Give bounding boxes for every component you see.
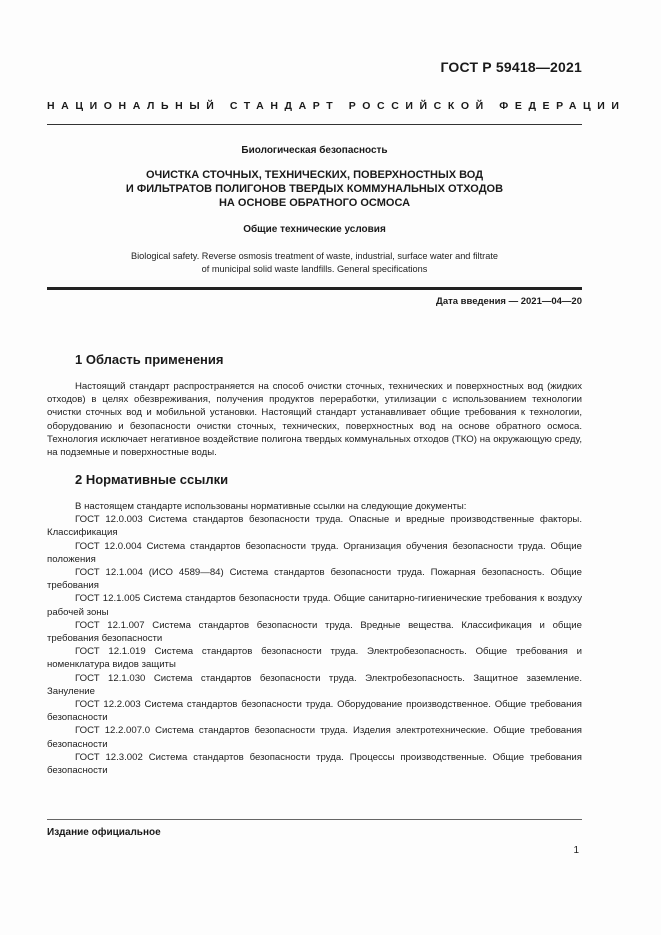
reference-item: ГОСТ 12.2.007.0 Система стандартов безопасности труда. Изделия электротехнические. Общие требования безопасности xyxy=(47,725,582,750)
page-number: 1 xyxy=(573,845,579,856)
references-list xyxy=(47,500,582,777)
reference-item: ГОСТ 12.0.003 Система стандартов безопасности труда. Опасные и вредные производственные факторы. Классификация xyxy=(47,514,582,539)
title-line: ОЧИСТКА СТОЧНЫХ, ТЕХНИЧЕСКИХ, ПОВЕРХНОСТНЫХ ВОД xyxy=(145,169,484,181)
document-title xyxy=(47,168,582,210)
reference-item: ГОСТ 12.1.007 Система стандартов безопасности труда. Вредные вещества. Классификация и общие требования безопасности xyxy=(47,619,582,645)
section-1-title: 1 Область применения xyxy=(75,352,224,367)
reference-item: ГОСТ 12.1.019 Система стандартов безопасности труда. Электробезопасность. Общие требования и номенклатура видов защиты xyxy=(47,646,582,671)
national-standard-heading: НАЦИОНАЛЬНЫЙ СТАНДАРТ РОССИЙСКОЙ ФЕДЕРАЦИИ xyxy=(47,100,626,112)
header-divider xyxy=(47,124,582,125)
official-edition-label: Издание официальное xyxy=(47,827,161,838)
footer-divider xyxy=(47,819,582,820)
reference-item: ГОСТ 12.2.003 Система стандартов безопасности труда. Оборудование производственное. Общие требования безопасности xyxy=(47,699,582,724)
reference-item: ГОСТ 12.3.002 Система стандартов безопасности труда. Процессы производственные. Общие требования безопасности xyxy=(47,751,582,777)
section-2-title: 2 Нормативные ссылки xyxy=(75,472,229,487)
references-intro: В настоящем стандарте использованы нормативные ссылки на следующие документы: xyxy=(75,501,467,512)
subject-line: Биологическая безопасность xyxy=(241,145,388,156)
reference-item: ГОСТ 12.1.005 Система стандартов безопасности труда. Общие санитарно-гигиенические требования к воздуху рабочей зоны xyxy=(47,593,582,618)
reference-item: ГОСТ 12.0.004 Система стандартов безопасности труда. Организация обучения безопасности труда. Общие положения xyxy=(47,540,582,565)
title-line: И ФИЛЬТРАТОВ ПОЛИГОНОВ ТВЕРДЫХ КОММУНАЛЬНЫХ ОТХОДОВ xyxy=(125,183,504,195)
english-title-line: Biological safety. Reverse osmosis treatment of waste, industrial, surface water and filtrate xyxy=(131,251,498,261)
english-title xyxy=(47,250,582,276)
gost-number: ГОСТ Р 59418—2021 xyxy=(440,59,582,75)
title-line: НА ОСНОВЕ ОБРАТНОГО ОСМОСА xyxy=(218,197,411,209)
english-title-line: of municipal solid waste landfills. General specifications xyxy=(201,264,428,274)
section-1-text: Настоящий стандарт распространяется на способ очистки сточных, технических и поверхностных вод (жидких отходов) в целях обезвреживания, получения продуктов переработки, утилизации с использованием технологии очистки сточных вод и мобильной установки. Настоящий стандарт устанавливает общие требования к технологии, оборудованию и безопасности очистки сточных, технических, поверхностных вод на основе обратного осмоса. Технология исключает негативное воздействие полигона твердых коммунальных отходов (ТКО) на окружающую среду, на подземные и поверхностные воды. xyxy=(47,381,582,459)
reference-item: ГОСТ 12.1.030 Система стандартов безопасности труда. Электробезопасность. Защитное заземление. Зануление xyxy=(47,672,582,697)
introduction-date: Дата введения — 2021—04—20 xyxy=(436,296,582,307)
title-divider xyxy=(47,287,582,290)
reference-item: ГОСТ 12.1.004 (ИСО 4589—84) Система стандартов безопасности труда. Пожарная безопасность. Общие требования xyxy=(47,567,582,592)
document-subtitle: Общие технические условия xyxy=(243,224,386,235)
